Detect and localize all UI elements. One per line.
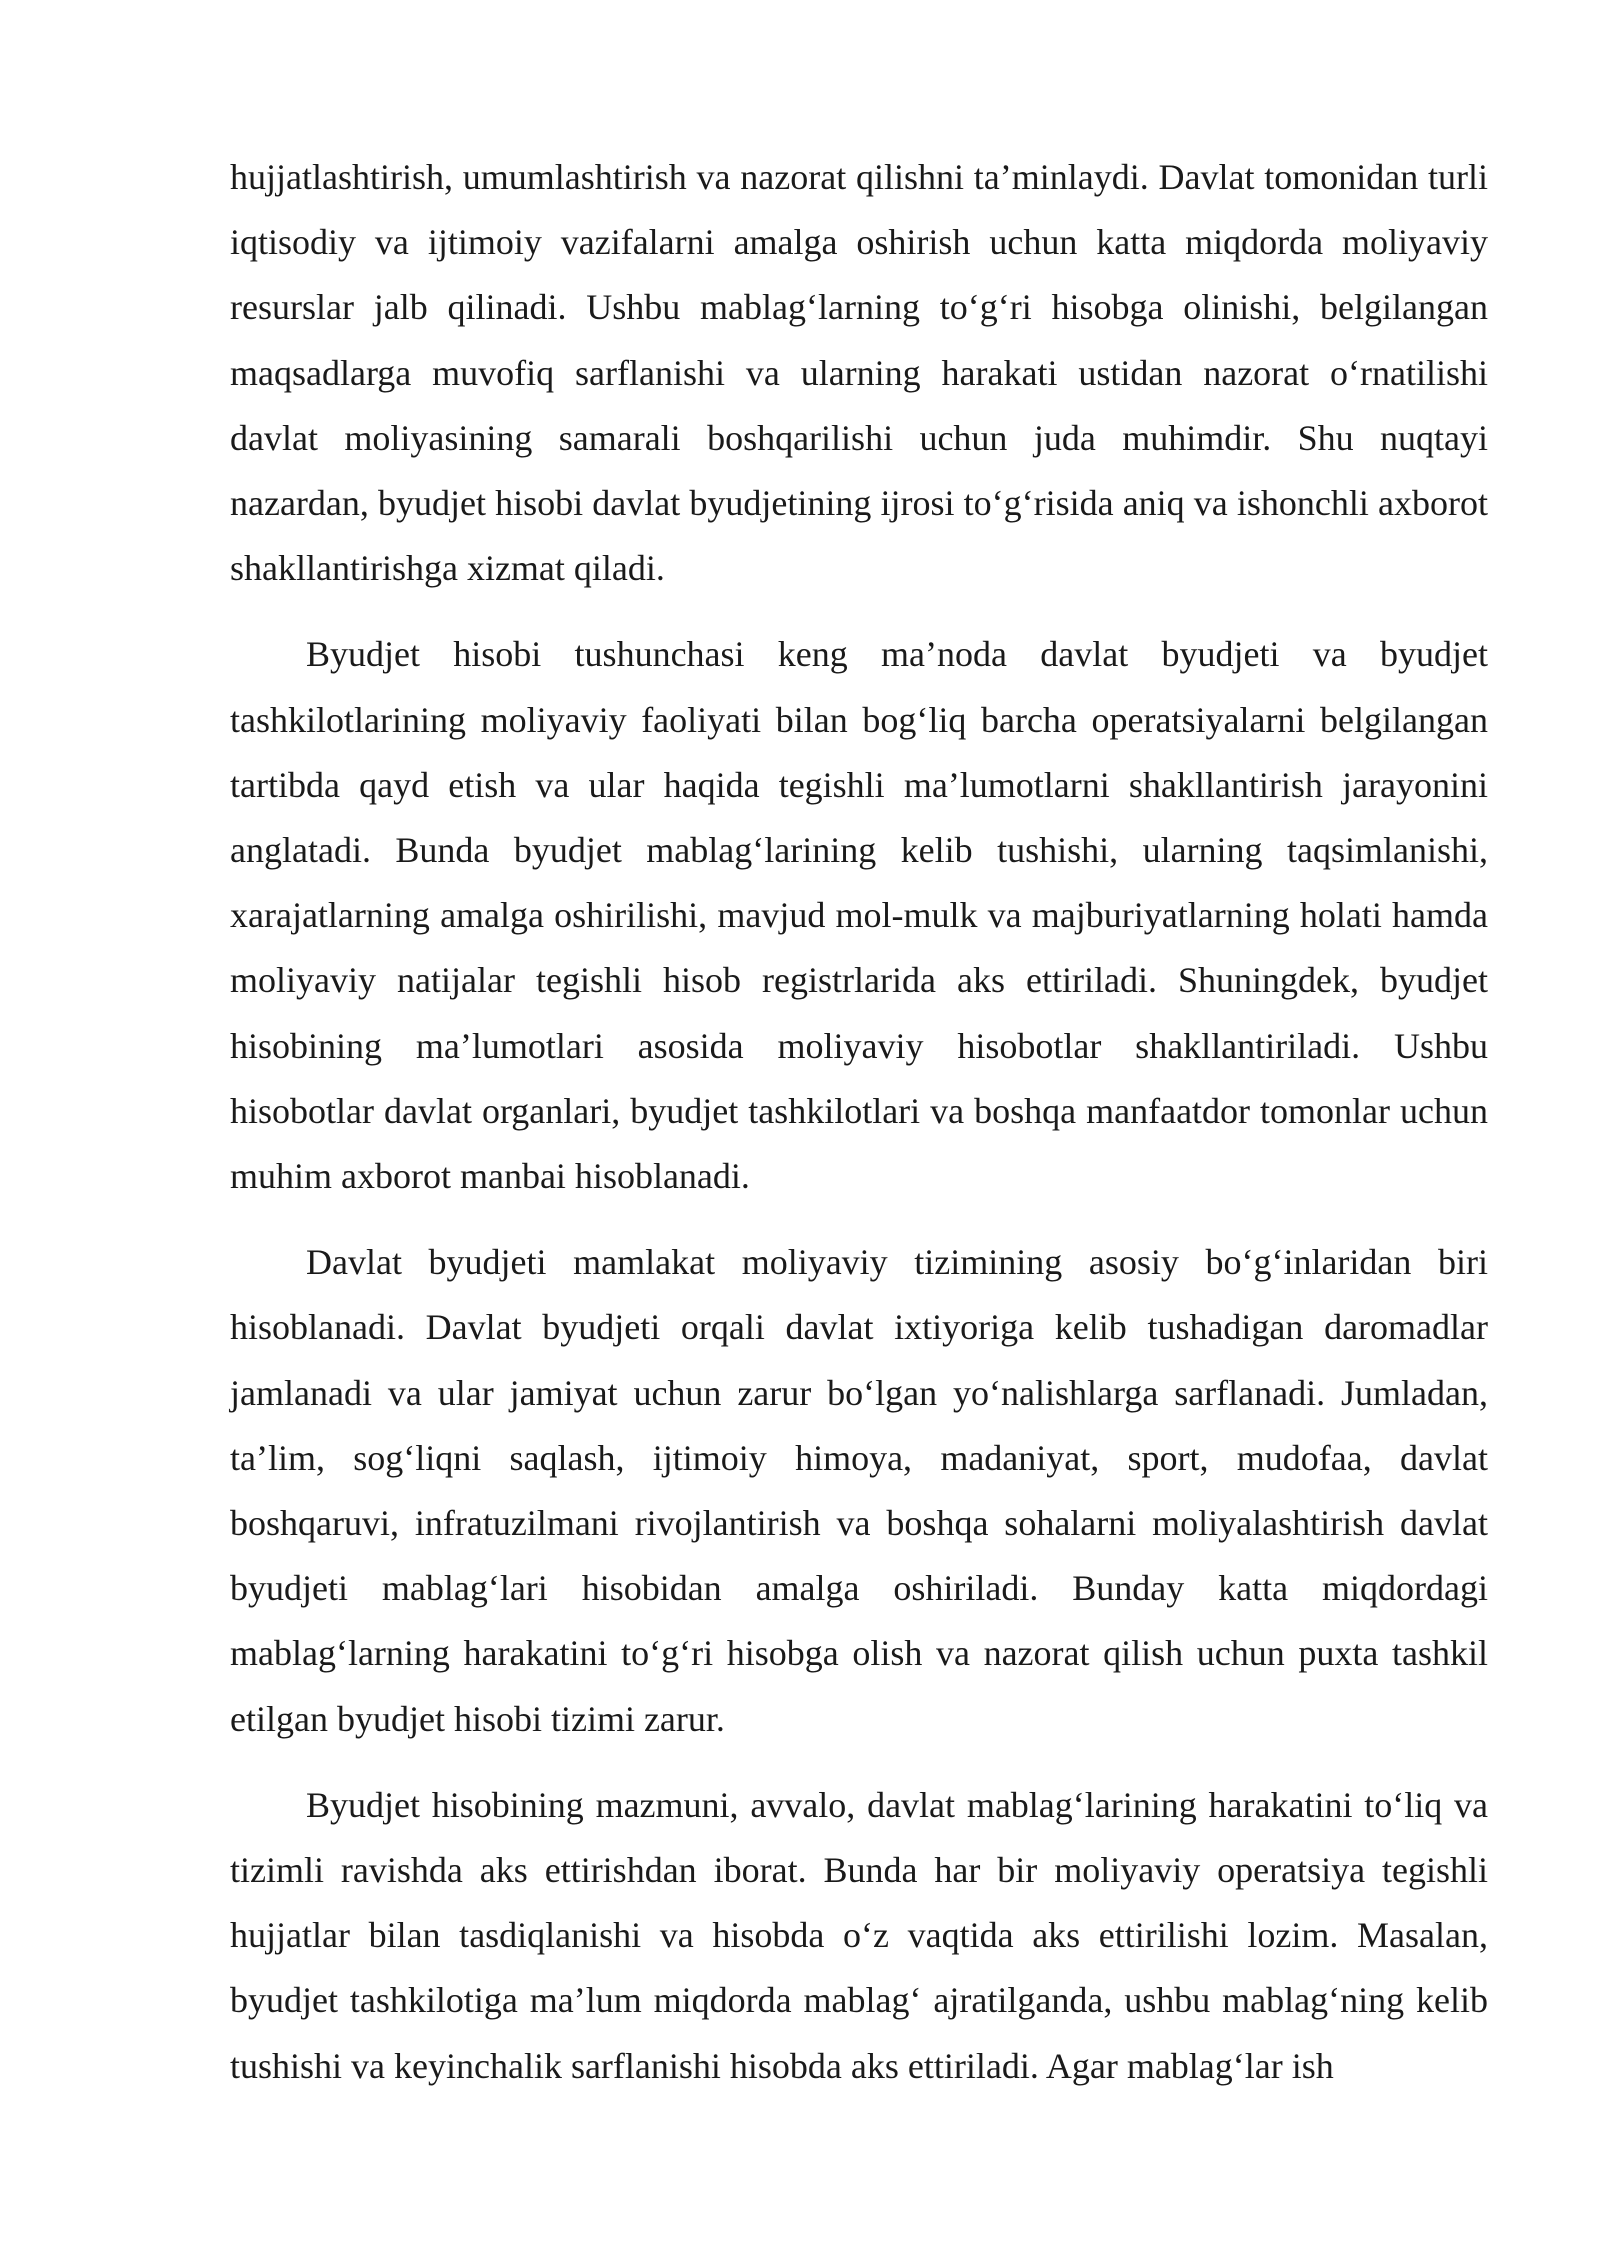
paragraph-4: Byudjet hisobining mazmuni, avvalo, davlat mablag‘larining harakatini to‘liq va tizimli ravishda aks ettirishdan iborat. Bunda har bir moliyaviy operatsiya tegishli hujjatlar bilan tasdiqlanishi va hisobda o‘z vaqtida aks ettirilishi lozim. Masalan, byudjet tashkilotiga ma’lum miqdorda mablag‘ ajratilganda, ushbu mablag‘ning kelib tushishi va keyinchalik sarflanishi hisobda aks ettiriladi. Agar mablag‘lar ish (230, 1784, 1488, 2086)
paragraph-3: Davlat byudjeti mamlakat moliyaviy tizimining asosiy bo‘g‘inlaridan biri hisoblanadi. Davlat byudjeti orqali davlat ixtiyoriga kelib tushadigan daromadlar jamlanadi va ular jamiyat uchun zarur bo‘lgan yo‘nalishlarga sarflanadi. Jumladan, ta’lim, sog‘liqni saqlash, ijtimoiy himoya, madaniyat, sport, mudofaa, davlat boshqaruvi, infratuzilmani rivojlantirish va boshqa sohalarni moliyalashtirish davlat byudjeti mablag‘lari hisobidan amalga oshiriladi. Bunday katta miqdordagi mablag‘larning harakatini to‘g‘ri hisobga olish va nazorat qilish uchun puxta tashkil etilgan byudjet hisobi tizimi zarur. (230, 1242, 1488, 1739)
document-page (230, 145, 1488, 2120)
paragraph-2: Byudjet hisobi tushunchasi keng ma’noda davlat byudjeti va byudjet tashkilotlarining moliyaviy faoliyati bilan bog‘liq barcha operatsiyalarni belgilangan tartibda qayd etish va ular haqida tegishli ma’lumotlarni shakllantirish jarayonini anglatadi. Bunda byudjet mablag‘larining kelib tushishi, ularning taqsimlanishi, xarajatlarning amalga oshirilishi, mavjud mol-mulk va majburiyatlarning holati hamda moliyaviy natijalar tegishli hisob registrlarida aks ettiriladi. Shuningdek, byudjet hisobining ma’lumotlari asosida moliyaviy hisobotlar shakllantiriladi. Ushbu hisobotlar davlat organlari, byudjet tashkilotlari va boshqa manfaatdor tomonlar uchun muhim axborot manbai hisoblanadi. (230, 634, 1488, 1197)
paragraph-1: hujjatlashtirish, umumlashtirish va nazorat qilishni ta’minlaydi. Davlat tomonidan turli iqtisodiy va ijtimoiy vazifalarni amalga oshirish uchun katta miqdorda moliyaviy resurslar jalb qilinadi. Ushbu mablag‘larning to‘g‘ri hisobga olinishi, belgilangan maqsadlarga muvofiq sarflanishi va ularning harakati ustidan nazorat o‘rnatilishi davlat moliyasining samarali boshqarilishi uchun juda muhimdir. Shu nuqtayi nazardan, byudjet hisobi davlat byudjetining ijrosi to‘g‘risida aniq va ishonchli axborot shakllantirishga xizmat qiladi. (230, 157, 1488, 589)
